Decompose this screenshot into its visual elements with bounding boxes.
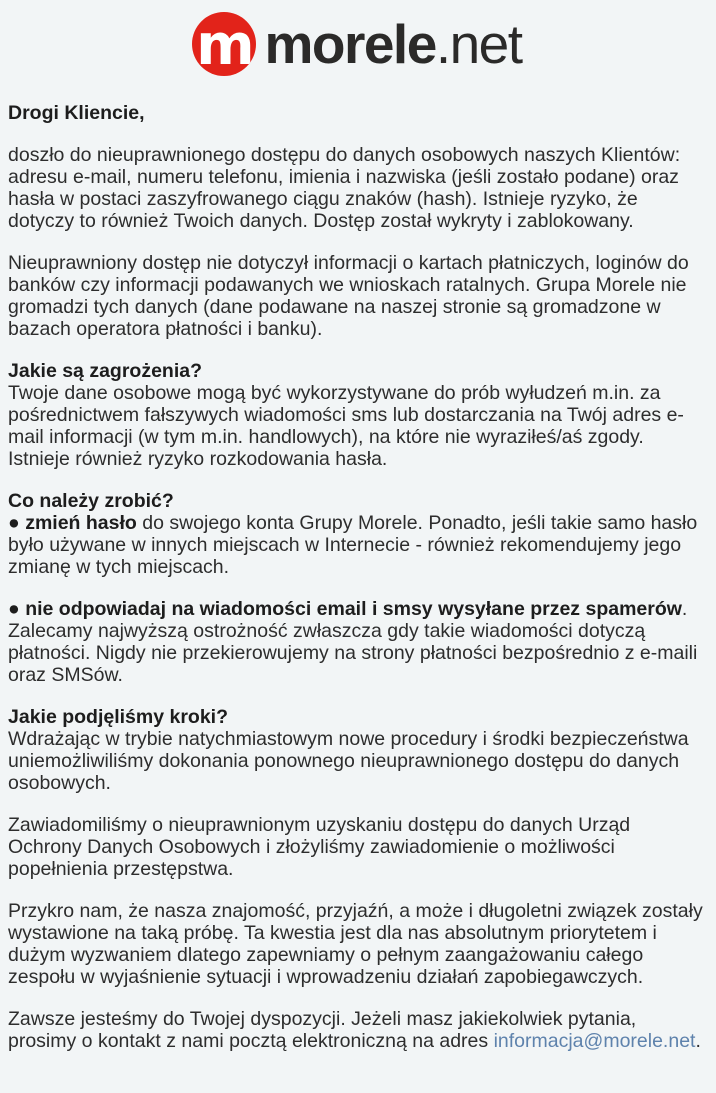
section-steps-taken xyxy=(8,706,706,794)
closing-text: Zawsze jesteśmy do Twojej dyspozycji. Jeżeli masz jakiekolwiek pytania, prosimy o kontakt z nami pocztą elektroniczną na adres xyxy=(8,1008,637,1052)
brand-tld: .net xyxy=(435,12,522,75)
paragraph-closing xyxy=(8,1008,706,1052)
contact-email-link[interactable]: informacja@morele.net xyxy=(493,1030,696,1052)
section-threats xyxy=(8,360,706,470)
morele-logo-icon xyxy=(192,12,256,76)
bullet-spam-warning xyxy=(8,598,706,686)
bullet-change-password-rest: do swojego konta Grupy Morele. Ponadto, jeśli takie samo hasło było używane w innych miejscach w Internecie - również rekomendujemy jego zmianę w tych miejscach. xyxy=(8,512,698,578)
steps-taken-heading: Jakie podjęliśmy kroki? xyxy=(8,706,229,728)
paragraph-breach-scope: Nieuprawniony dostęp nie dotyczył informacji o kartach płatniczych, loginów do banków czy informacji podawanych we wnioskach ratalnych. Grupa Morele nie gromadzi tych danych (dane podawane na naszej stronie są gromadzone w bazach operatora płatności i banku). xyxy=(8,252,689,340)
morele-logo-text xyxy=(264,12,522,75)
morele-logo[interactable] xyxy=(8,8,706,80)
steps-taken-body: Wdrażając w trybie natychmiastowym nowe procedury i środki bezpieczeństwa uniemożliwiliśmy dokonania ponownego nieuprawnionego dostępu do danych osobowych. xyxy=(8,728,689,794)
logo-letter-m: m xyxy=(196,12,253,76)
threats-body: Twoje dane osobowe mogą być wykorzystywane do prób wyłudzeń m.in. za pośrednictwem fałszywych wiadomości sms lub dostarczania na Twój adres e-mail informacji (w tym m.in. handlowych), na które nie wyraziłeś/aś zgody. Istnieje również ryzyko rozkodowania hasła. xyxy=(8,382,684,470)
bullet-spam-warning-rest: . Zalecamy najwyższą ostrożność zwłaszcza gdy takie wiadomości dotyczą płatności. Nigdy nie przekierowujemy na strony płatności bezpośrednio z e-maili oraz SMSów. xyxy=(8,598,698,686)
section-what-to-do xyxy=(8,490,706,578)
threats-heading: Jakie są zagrożenia? xyxy=(8,360,203,382)
brand-name: morele xyxy=(264,12,436,75)
paragraph-breach-intro: doszło do nieuprawnionego dostępu do danych osobowych naszych Klientów: adresu e-mail, numeru telefonu, imienia i nazwiska (jeśli zostało podane) oraz hasła w postaci zaszyfrowanego ciągu znaków (hash). Istnieje ryzyko, że dotyczy to również Twoich danych. Dostęp został wykryty i zablokowany. xyxy=(8,144,681,232)
paragraph-authorities-notified: Zawiadomiliśmy o nieuprawnionym uzyskaniu dostępu do danych Urząd Ochrony Danych Osobowych i złożyliśmy zawiadomienie o możliwości popełnienia przestępstwa. xyxy=(8,814,631,880)
closing-period: . xyxy=(695,1030,701,1052)
paragraph-apology: Przykro nam, że nasza znajomość, przyjaźń, a może i długoletni związek zostały wystawione na taką próbę. Ta kwestia jest dla nas absolutnym priorytetem i dużym wyzwaniem dlatego zapewniamy o pełnym zaangażowaniu całego zespołu w wyjaśnienie sytuacji i wprowadzeniu działań zapobiegawczych. xyxy=(8,900,703,988)
what-to-do-heading: Co należy zrobić? xyxy=(8,490,174,512)
bullet-spam-warning-bold: ● nie odpowiadaj na wiadomości email i smsy wysyłane przez spamerów xyxy=(8,598,682,620)
greeting: Drogi Kliencie, xyxy=(8,102,145,124)
bullet-change-password-bold: ● zmień hasło xyxy=(8,512,137,534)
